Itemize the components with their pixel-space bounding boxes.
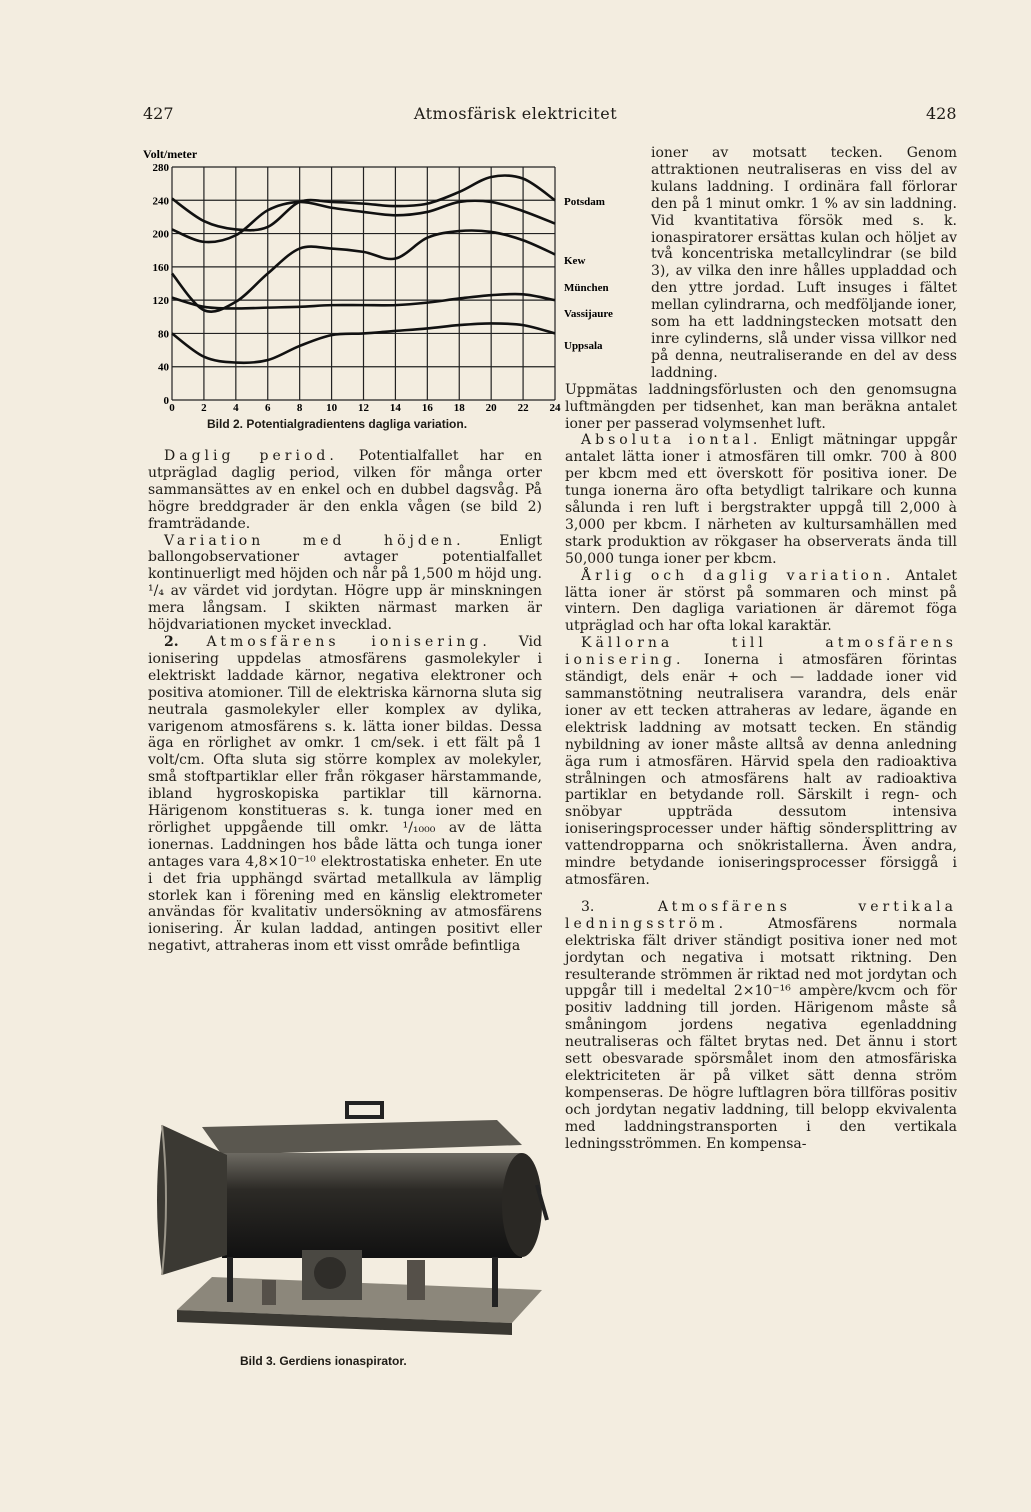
y-tick-label-1: 40 <box>158 361 169 374</box>
text-height-variation: Enligt ballongobservationer avtager potentialfallet kontinuerligt med höjden och når på 1,500 m höjd ung. ¹/₄ av värdet vid jordytan. Högre upp är minskningen mera långsam. I skikten närmast marken är höjdvariationen mycket invecklad. <box>148 532 542 634</box>
text-ion-measurement: Uppmätas laddningsförlusten och den genomsugna luftmängden per tidsenhet, kan man beräkna antalet ioner per passerad volymsenhet luft. <box>565 381 957 432</box>
text-absolute-counts: Enligt mätningar uppgår antalet lätta ioner i atmosfären till omkr. 700 à 800 per kbcm med ett överskott för positiva ioner. De tunga ionerna äro ofta betydligt talrikare och kunna sålunda i ren luft i bergstrakter uppgå till 2,000 à 3,000 per kbcm. I närheten av kultursamhällen med stark produktion av rökgaser ha observerats ända till 50,000 tunga ioner per kbcm. <box>565 432 957 567</box>
heading-vertical-current: Atmosfärens vertikala ledningsström. <box>565 898 957 932</box>
chart-svg <box>143 143 623 443</box>
series-label-4: Uppsala <box>564 340 603 352</box>
heading-height-variation: Variation med höjden. <box>164 532 465 549</box>
x-tick-label-8: 16 <box>421 402 433 414</box>
x-tick-label-2: 4 <box>233 402 239 414</box>
paragraph-ion-measurement <box>565 382 957 433</box>
section-number-3: 3. <box>581 898 595 915</box>
x-tick-label-12: 24 <box>549 402 561 414</box>
x-tick-label-4: 8 <box>296 402 303 414</box>
figure-2-caption: Bild 2. Potentialgradientens dagliga variation. <box>207 417 468 431</box>
y-tick-label-3: 120 <box>152 295 169 308</box>
paragraph-sources <box>565 635 957 889</box>
text-vertical-current: Atmosfärens normala elektriska fält driver ständigt positiva ioner ned mot jordytan och negativa i motsatt riktning. Den resulterande strömmen är riktad ned mot jordytan och uppgår till i medeltal 2×10⁻¹⁶ ampère/kvcm och för positiv laddning till jorden. Härigenom måste så småningom jordens negativa egenladdning neutraliseras och fältet brytas ned. Det ännu i stort sett obesvarade spörsmålet inom den atmosfäriska elektriciteten är på vilket sätt denna ström kompenseras. De högre luftlagren böra tillföras positiv och jordytan negativ laddning, till belopp ekvivalenta med laddningstransporten i den vertikala ledningsströmmen. En kompensa- <box>565 915 957 1152</box>
y-tick-label-2: 80 <box>158 328 169 341</box>
y-tick-label-5: 200 <box>152 228 169 241</box>
heading-sources: Källorna till atmosfärens ionisering. <box>565 635 957 669</box>
paragraph-absolute-counts <box>565 432 957 567</box>
heading-absolute-counts: Absoluta iontal. <box>581 432 762 449</box>
text-sources: Ionerna i atmosfären förintas ständigt, dels enär + och — laddade ioner vid sammanstötning neutralisera varandra, dels enär ioner av ett tecken attraheras av ledare, ägande en elektrisk laddning av motsatt tecken. En ständig nybildning av ioner måste alltså av denna anledning äga rum i atmosfären. Härvid spela den radioaktiva strålningen och atmosfärens halt av radioaktiva partiklar en betydande roll. Särskilt i regn- och snöbyar uppträda dessutom intensiva ioniseringsprocesser under häftig söndersplittring av vattendropparna och snökristallerna. Även andra, mindre betydande ioniseringsprocesser försiggå i atmosfären. <box>565 652 957 888</box>
y-tick-label-7: 280 <box>152 162 169 174</box>
series-label-0: Potsdam <box>564 196 605 208</box>
text-annual-daily: Antalet lätta ioner är störst på sommaren och minst på vintern. Den dagliga variationen är däremot föga utpräglad och har ofta lokal karaktär. <box>565 567 957 635</box>
x-tick-label-9: 18 <box>453 402 465 414</box>
paragraph-vertical-current <box>565 899 957 1153</box>
paragraph-daily-period <box>148 448 542 533</box>
paragraph-height-variation <box>148 533 542 634</box>
right-column <box>565 145 957 1152</box>
left-column <box>148 448 542 955</box>
page-number-right: 428 <box>926 104 957 123</box>
x-tick-label-0: 0 <box>169 402 175 414</box>
figure-3-caption: Bild 3. Gerdiens ionaspirator. <box>240 1354 407 1368</box>
x-tick-label-10: 20 <box>485 402 497 414</box>
x-tick-label-11: 22 <box>517 402 529 414</box>
heading-ionisation: Atmosfärens ionisering. <box>206 633 491 650</box>
series-label-2: München <box>564 282 609 294</box>
paragraph-ion-aspirator <box>651 145 957 382</box>
ionaspirator-illustration <box>152 1085 552 1345</box>
running-title: Atmosfärisk elektricitet <box>413 104 618 123</box>
text-ionisation: Vid ionisering uppdelas atmosfärens gasmolekyler i elektriskt laddade kärnor, negativa elektroner och positiva atomioner. Till de elektriska kärnorna sluta sig neutrala gasmolekyler eller komplex av dylika, varigenom atmosfärens s. k. lätta ioner bildas. Dessa äga en rörlighet av omkr. 1 cm/sek. i ett fält på 1 volt/cm. Ofta sluta sig större komplex av molekyler, små stoftpartiklar eller från rökgaser härstammande, ibland hygroskopiska partiklar till kärnorna. Härigenom konstitueras s. k. tunga ioner med en rörlighet uppgående till omkr. ¹/₁₀₀₀ av de lätta ionernas. Laddningen hos både lätta och tunga ioner antages vara 4,8×10⁻¹⁰ elektrostatiska enheter. En ute i det fria upphängd svärtad metallkula av lämplig storlek kan i förening med en känslig elektrometer användas för kvalitativ undersökning av atmosfärens ionisering. Är kulan laddad, antingen positivt eller negativt, attraheras inom ett visst område befintliga <box>148 633 542 955</box>
x-tick-label-7: 14 <box>389 402 401 414</box>
y-tick-label-4: 160 <box>152 261 169 274</box>
chart-ylabel: Volt/meter <box>143 147 198 161</box>
text-ion-aspirator: ioner av motsatt tecken. Genom attraktionen neutraliseras en viss del av kulans laddning. I ordinära fall förlorar den på 1 minut omkr. 1 % av sin laddning. Vid kvantitativa försök med s. k. ionaspiratorer ersättas kulan och höljet av två koncentriska metallcylindrar (se bild 3), av vilka den inre hålles uppladdad och den yttre jordad. Luft insuges i fältet mellan cylindrarna, och medföljande ioner, som ha ett laddningstecken motsatt den inre cylinderns, slå under vissa villkor ned på denna, neutraliserande en del av dess laddning. <box>651 145 957 381</box>
x-tick-label-5: 10 <box>326 402 338 414</box>
chart-x-ticks <box>169 402 561 414</box>
y-tick-label-0: 0 <box>163 395 169 407</box>
potential-gradient-chart <box>143 143 623 443</box>
x-tick-label-6: 12 <box>358 402 369 414</box>
section-number-2: 2. <box>164 633 179 650</box>
chart-y-ticks <box>153 162 170 407</box>
series-label-1: Kew <box>564 255 586 267</box>
y-tick-label-6: 240 <box>152 195 169 208</box>
heading-annual-daily: Årlig och daglig variation. <box>581 567 895 584</box>
paragraph-ionisation <box>148 634 542 955</box>
heading-daily-period: Daglig period. <box>164 448 338 464</box>
text-daily-period: Potentialfallet har en utpräglad daglig period, vilken för många orter sammansättes av en enkel och en dubbel dagsvåg. På högre breddgrader är den enkla vågen (se bild 2) framträdande. <box>148 448 542 532</box>
series-label-3: Vassijaure <box>564 308 613 320</box>
paragraph-annual-daily <box>565 568 957 636</box>
page-number-left: 427 <box>143 104 174 123</box>
x-tick-label-1: 2 <box>201 402 207 414</box>
x-tick-label-3: 6 <box>265 402 271 414</box>
